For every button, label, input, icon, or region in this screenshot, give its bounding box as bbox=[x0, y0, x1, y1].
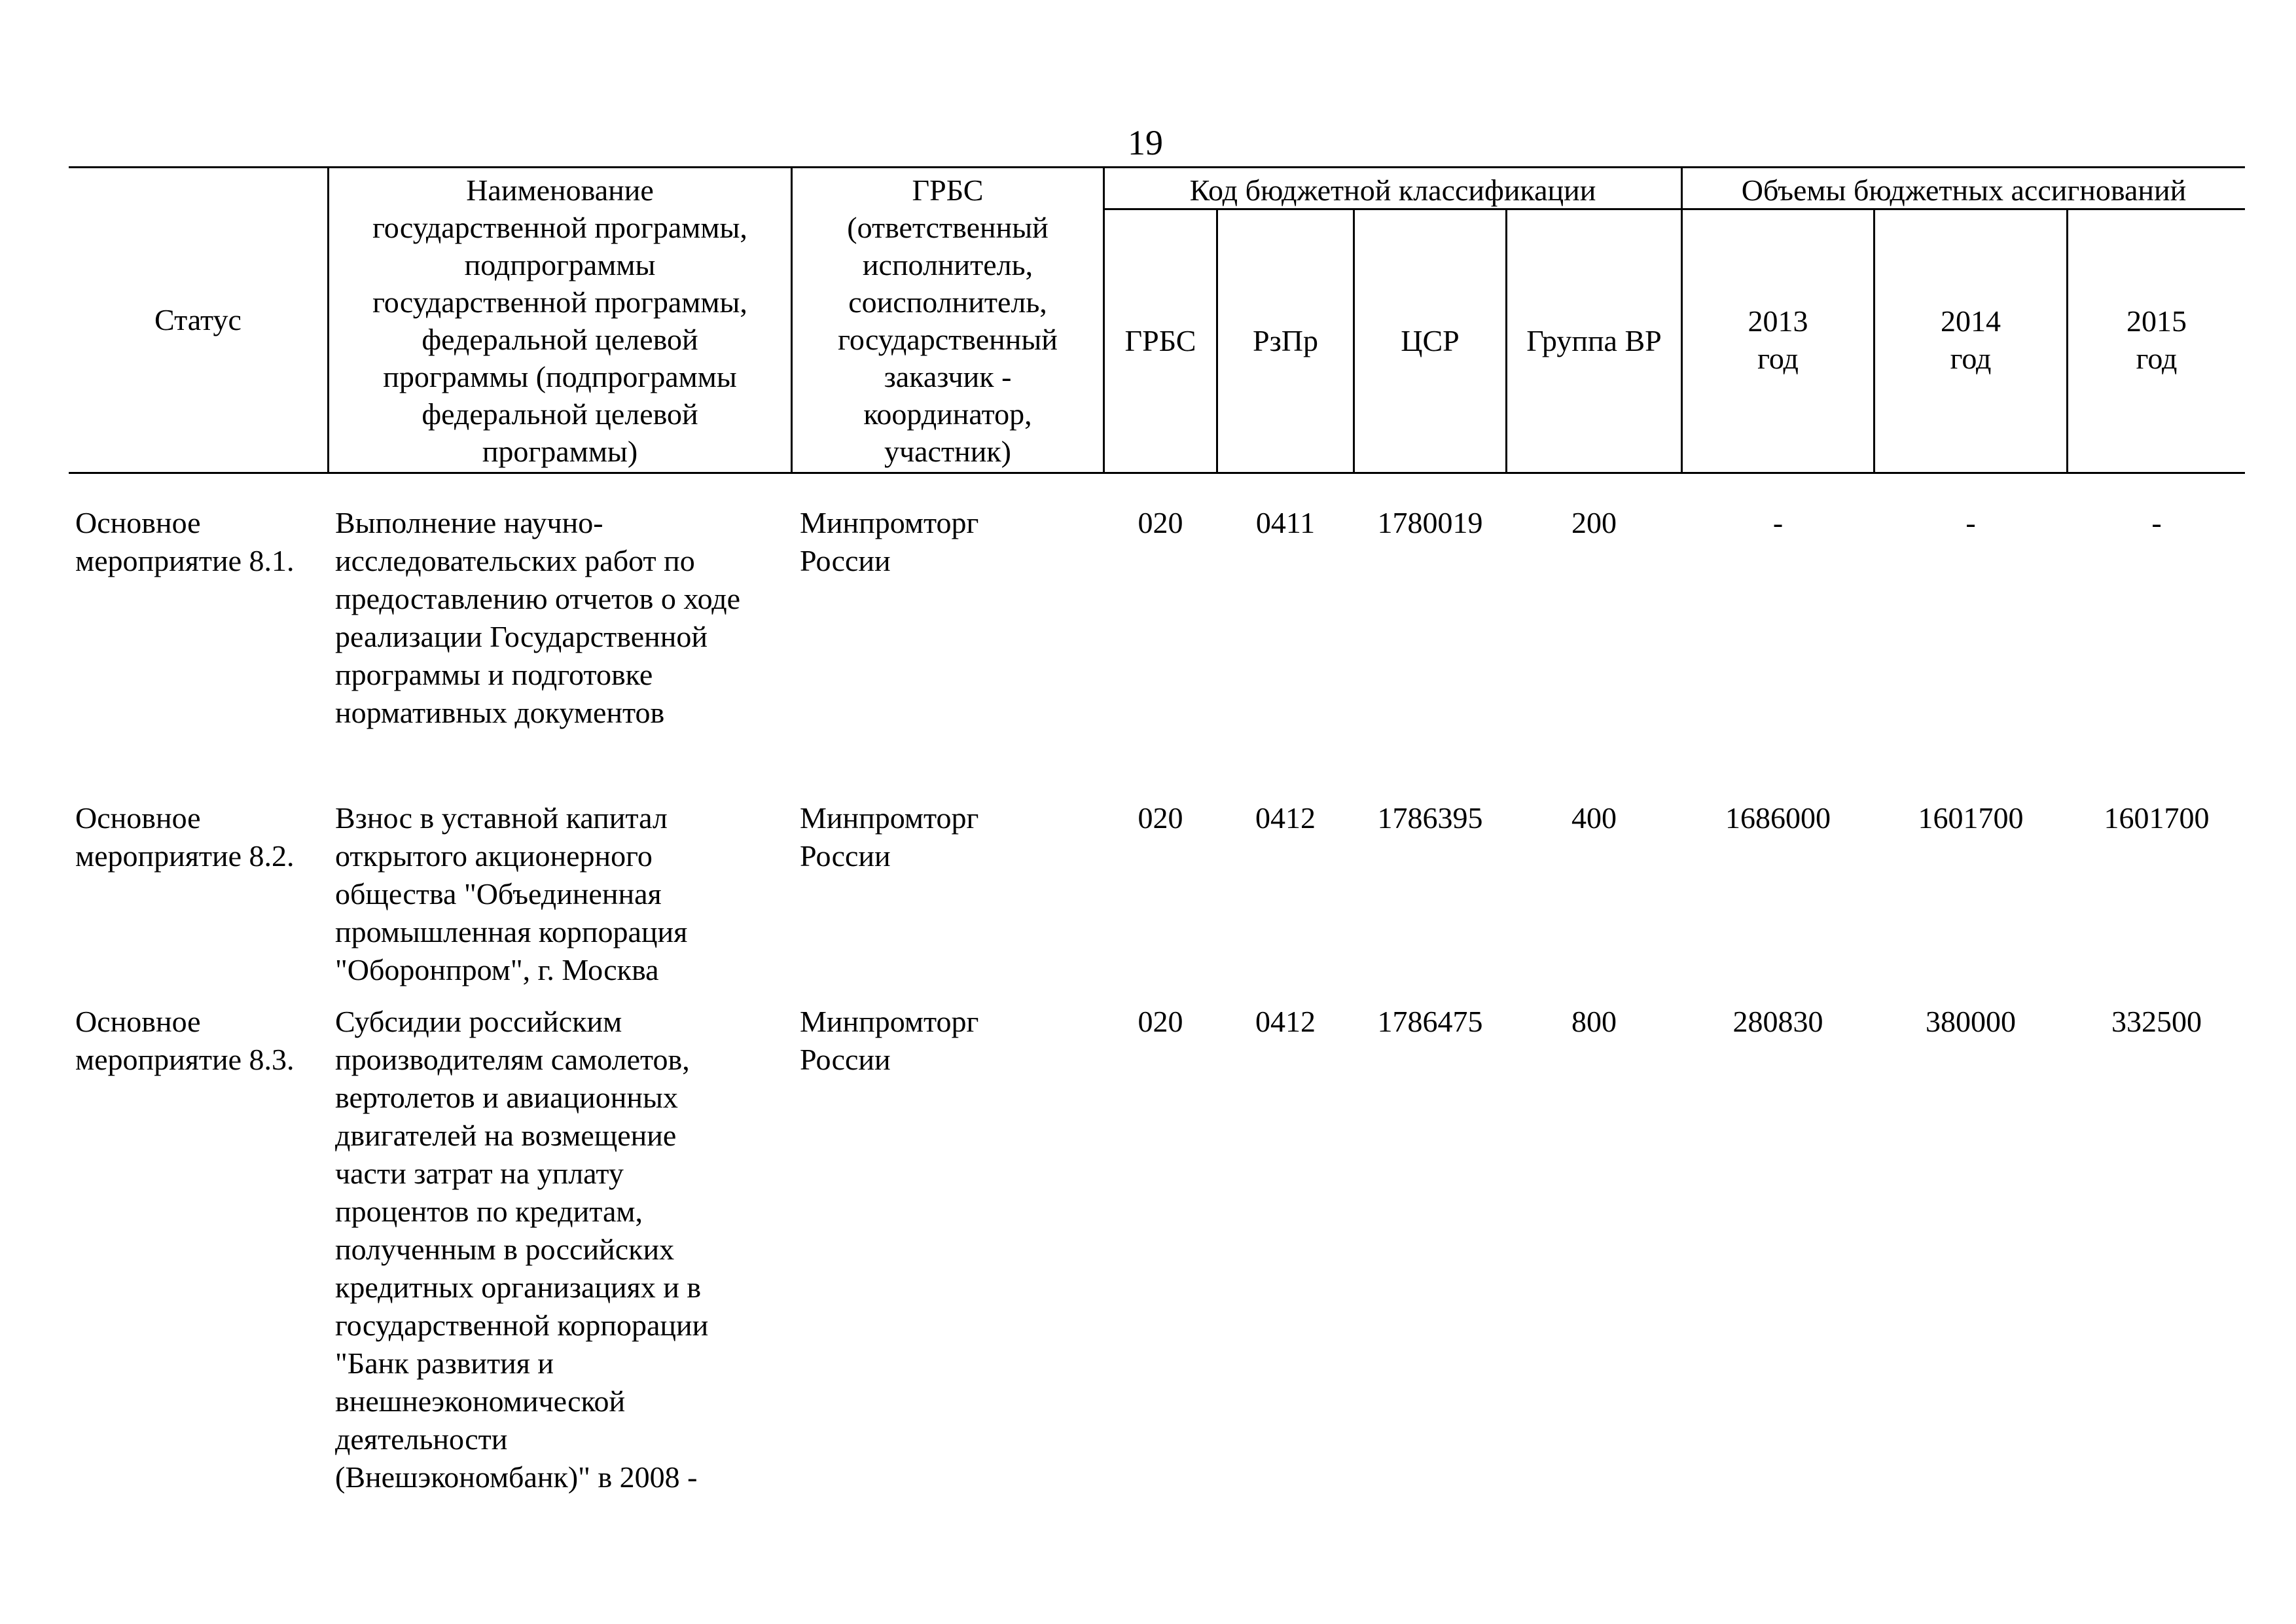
row-name: Выполнение научно- исследовательских работ по предоставлению отчетов о ходе реализации Государственной программы и подготовке нормативных документов bbox=[335, 506, 741, 729]
row-executor: Минпромторг России bbox=[800, 506, 979, 577]
header-budget-code: Код бюджетной классификации bbox=[1189, 173, 1596, 207]
row-2015: 1601700 bbox=[2104, 801, 2210, 835]
row-2014: 380000 bbox=[1926, 1005, 2016, 1038]
header-name-line: подпрограммы bbox=[464, 248, 656, 281]
row-name: Взнос в уставной капитал открытого акционерного общества "Объединенная промышленная корпорация "Оборонпром", г. Москва bbox=[335, 801, 688, 986]
header-year-unit: год bbox=[2136, 342, 2178, 375]
header-status: Статус bbox=[154, 303, 242, 336]
header-grbs-line: соисполнитель, bbox=[848, 285, 1047, 319]
row-vr: 200 bbox=[1571, 506, 1617, 539]
row-csr: 1786395 bbox=[1377, 801, 1483, 835]
header-name-line: государственной программы, bbox=[372, 211, 747, 244]
header-col-grbs: ГРБС bbox=[1124, 324, 1196, 357]
header-bottom-rule bbox=[69, 472, 2245, 474]
header-budget-volume: Объемы бюджетных ассигнований bbox=[1741, 173, 2187, 207]
row-status: Основное мероприятие 8.2. bbox=[75, 801, 295, 873]
header-grbs-line: (ответственный bbox=[847, 211, 1049, 244]
row-grbs: 020 bbox=[1138, 1005, 1183, 1038]
header-grbs-line: государственный bbox=[838, 323, 1058, 356]
row-executor: Минпромторг России bbox=[800, 1005, 979, 1076]
header-year-unit: год bbox=[1757, 342, 1799, 375]
row-csr: 1786475 bbox=[1377, 1005, 1483, 1038]
row-2013: 1686000 bbox=[1725, 801, 1831, 835]
header-col-csr: ЦСР bbox=[1401, 324, 1460, 357]
header-grbs-line: заказчик - bbox=[884, 360, 1012, 393]
page-number: 19 bbox=[1128, 123, 1163, 162]
row-rzpr: 0412 bbox=[1255, 1005, 1316, 1038]
header-year: 2013 bbox=[1748, 304, 1808, 338]
header-name-line: программы (подпрограммы bbox=[383, 360, 737, 393]
header-col-rzpr: РзПр bbox=[1253, 324, 1318, 357]
row-2014: 1601700 bbox=[1918, 801, 2024, 835]
row-csr: 1780019 bbox=[1377, 506, 1483, 539]
header-col-2015 bbox=[2068, 302, 2245, 377]
header-year-unit: год bbox=[1950, 342, 1992, 375]
row-2015: 332500 bbox=[2111, 1005, 2202, 1038]
header-grbs-executor bbox=[793, 171, 1103, 470]
header-grbs-line: ГРБС bbox=[912, 173, 984, 207]
header-top-rule bbox=[69, 166, 2245, 168]
row-name: Субсидии российским производителям самолетов, вертолетов и авиационных двигателей на возмещение части затрат на уплату процентов по кредитам, полученным в российских кредитных организациях и в государственной корпорации "Банк развития и внешнеэкономической деятельности (Внешэкономбанк)" в 2008 - bbox=[335, 1005, 709, 1494]
header-year: 2015 bbox=[2126, 304, 2187, 338]
header-col-2013 bbox=[1683, 302, 1873, 377]
row-2013: 280830 bbox=[1732, 1005, 1823, 1038]
header-year: 2014 bbox=[1941, 304, 2001, 338]
header-col-vr: Группа ВР bbox=[1526, 324, 1662, 357]
header-name-line: государственной программы, bbox=[372, 285, 747, 319]
row-executor: Минпромторг России bbox=[800, 801, 979, 873]
row-rzpr: 0411 bbox=[1255, 506, 1316, 539]
row-grbs: 020 bbox=[1138, 801, 1183, 835]
header-name-line: федеральной целевой bbox=[422, 397, 698, 431]
row-2013: - bbox=[1772, 506, 1784, 539]
header-col-2014 bbox=[1875, 302, 2066, 377]
row-2015: - bbox=[2151, 506, 2162, 539]
header-grbs-line: исполнитель, bbox=[862, 248, 1033, 281]
row-grbs: 020 bbox=[1138, 506, 1183, 539]
header-grbs-line: участник) bbox=[884, 435, 1011, 468]
header-name-line: Наименование bbox=[466, 173, 654, 207]
row-2014: - bbox=[1965, 506, 1976, 539]
row-rzpr: 0412 bbox=[1255, 801, 1316, 835]
row-status: Основное мероприятие 8.1. bbox=[75, 506, 295, 577]
row-status: Основное мероприятие 8.3. bbox=[75, 1005, 295, 1076]
col-divider bbox=[1103, 168, 1105, 472]
row-vr: 400 bbox=[1571, 801, 1617, 835]
header-name-line: программы) bbox=[482, 435, 638, 468]
header-grbs-line: координатор, bbox=[863, 397, 1032, 431]
header-name-line: федеральной целевой bbox=[422, 323, 698, 356]
header-program-name bbox=[329, 171, 791, 470]
row-vr: 800 bbox=[1571, 1005, 1617, 1038]
